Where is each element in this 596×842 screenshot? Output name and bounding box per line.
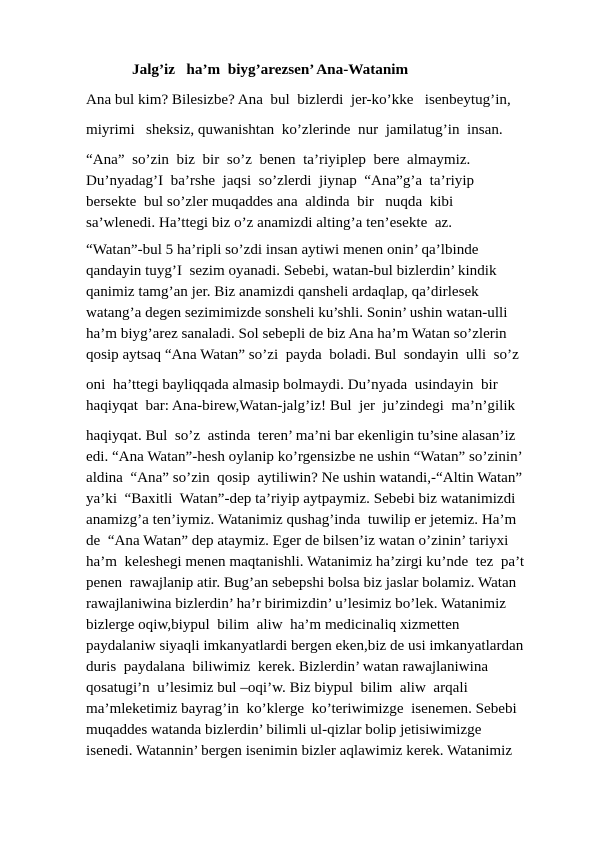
text-line: muqaddes watanda bizlerdin’ bilimli ul-qizlar bolip jetisiwimizge [86,722,482,738]
text-line: anamizg’a ten’iymiz. Watanimiz qushag’inda tuwilip er jetemiz. Ha’m [86,512,517,528]
text-line: Du’nyadag’I ba’rshe jaqsi so’zlerdi jiynap “Ana”g’a ta’riyip [86,173,475,189]
text-line: duris paydalana biliwimiz kerek. Bizlerdin’ watan rawajlaniwina [86,659,489,675]
text-line: penen rawajlanip atir. Bug’an sebepshi bolsa biz jaslar bolamiz. Watan [86,575,517,591]
text-line: edi. “Ana Watan”-hesh oylanip ko’rgensizbe ne ushin “Watan” so’zinin’ [86,449,523,465]
text-line: qosip aytsaq “Ana Watan” so’zi payda boladi. Bul sondayin ulli so’z [86,347,519,363]
text-line: haqiyqat bar: Ana-birew,Watan-jalg’iz! Bul jer ju’zindegi ma’n’gilik [86,398,516,414]
text-line: Ana bul kim? Bilesizbe? Ana bul bizlerdi jer-ko’kke isenbeytug’in, [86,92,511,108]
text-line: aldina “Ana” so’zin qosip aytiliwin? Ne ushin watandi,-“Altin Watan” [86,470,523,486]
text-line: ha’m keleshegi menen maqtanishli. Watanimiz ha’zirgi ku’nde tez pa’t [86,554,525,570]
text-line: “Watan”-bul 5 ha’ripli so’zdi insan aytiwi menen onin’ qa’lbinde [86,242,479,258]
text-line: rawajlaniwina bizlerdin’ ha’r birimizdin’ u’lesimiz bo’lek. Watanimiz [86,596,506,612]
text-line: haqiyqat. Bul so’z astinda teren’ ma’ni bar ekenligin tu’sine alasan’iz [86,428,516,444]
text-line: qandayin tuyg’I sezim oyanadi. Sebebi, watan-bul bizlerdin’ kindik [86,263,497,279]
text-line: bizlerge oqiw,biypul bilim aliw ha’m medicinaliq xizmetten [86,617,460,633]
text-line: ya’ki “Baxitli Watan”-dep ta’riyip aytpaymiz. Sebebi biz watanimizdi [86,491,516,507]
text-line: de “Ana Watan” dep ataymiz. Eger de bilsen’iz watan o’zinin’ tariyxi [86,533,509,549]
text-line: qanimiz tamg’an jer. Biz anamizdi qansheli ardaqlap, qa’dirlesek [86,284,479,300]
text-line: isenedi. Watannin’ bergen isenimin bizler aqlawimiz kerek. Watanimiz [86,743,513,759]
document-title: Jalg’iz ha’m biyg’arezsen’ Ana-Watanim [132,61,409,78]
text-line: paydalaniw siyaqli imkanyatlardi bergen eken,biz de usi imkanyatlardan [86,638,524,654]
text-line: ma’mleketimiz bayrag’in ko’klerge ko’teriwimizge isenemen. Sebebi [86,701,517,717]
text-line: watang’a degen sezimimizde sonsheli ku’shli. Sonin’ ushin watan-ulli [86,305,508,321]
text-line: “Ana” so’zin biz bir so’z benen ta’riyiplep bere almaymiz. [86,152,471,168]
text-line: sa’wlenedi. Ha’ttegi biz o’z anamizdi alting’a ten’esekte az. [86,215,453,231]
text-line: qosatugi’n u’lesimiz bul –oqi’w. Biz biypul bilim aliw arqali [86,680,468,696]
text-line: bersekte bul so’zler muqaddes ana aldinda bir nuqda kibi [86,194,454,210]
text-line: ha’m biyg’arez sanaladi. Sol sebepli de biz Ana ha’m Watan so’zlerin [86,326,507,342]
text-line: oni ha’ttegi bayliqqada almasip bolmaydi. Du’nyada usindayin bir [86,377,498,393]
text-line: miyrimi sheksiz, quwanishtan ko’zlerinde nur jamilatug’in insan. [86,122,503,138]
